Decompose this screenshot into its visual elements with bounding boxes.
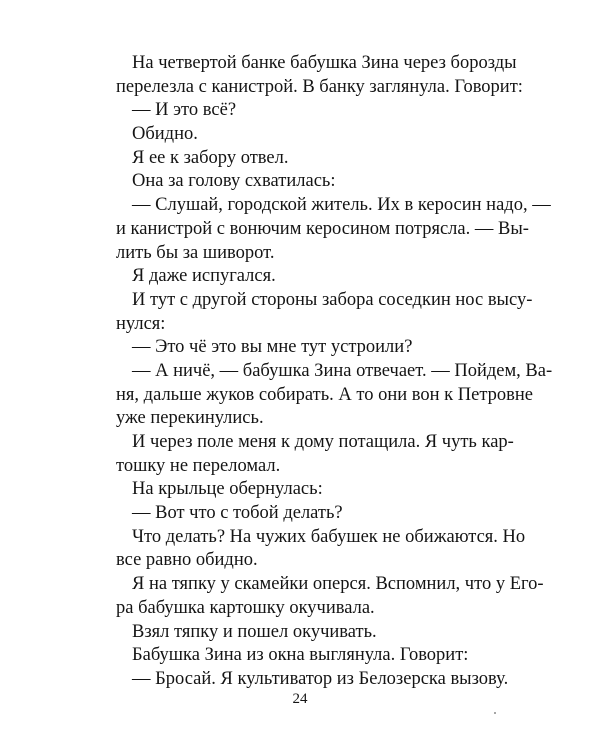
text-line: тошку не переломал. bbox=[116, 455, 281, 476]
text-line: лить бы за шиворот. bbox=[116, 242, 275, 263]
text-line: — А ничё, — бабушка Зина отвечает. — Пойдем, Ва- bbox=[132, 360, 553, 381]
text-line: ня, дальше жуков собирать. А то они вон к Петровне bbox=[116, 384, 534, 405]
text-line: Бабушка Зина из окна выглянула. Говорит: bbox=[132, 645, 469, 666]
text-line: — Это чё это вы мне тут устроили? bbox=[132, 337, 413, 358]
text-line: Что делать? На чужих бабушек не обижаются. Но bbox=[132, 526, 526, 547]
text-line: — Бросай. Я культиватор из Белозерска вызову. bbox=[132, 668, 509, 689]
text-line: Я на тяпку у скамейки оперся. Вспомнил, что у Его- bbox=[132, 574, 544, 595]
page-number: 24 bbox=[292, 691, 308, 707]
text-line: На крыльце обернулась: bbox=[132, 479, 323, 500]
text-line: все равно обидно. bbox=[116, 550, 258, 571]
text-body bbox=[116, 52, 553, 692]
text-line: уже перекинулись. bbox=[116, 408, 264, 429]
text-line: перелезла с канистрой. В банку заглянула. Говорит: bbox=[116, 76, 523, 97]
text-line: нулся: bbox=[116, 313, 166, 334]
text-line: — Вот что с тобой делать? bbox=[132, 503, 343, 524]
text-line: Я ее к забору отвел. bbox=[132, 147, 289, 168]
text-line: — И это всё? bbox=[132, 100, 237, 121]
text-line: И тут с другой стороны забора соседкин нос высу- bbox=[132, 289, 533, 310]
text-line: — Слушай, городской житель. Их в керосин надо, — bbox=[132, 195, 551, 216]
text-line: Взял тяпку и пошел окучивать. bbox=[132, 621, 377, 642]
speck-mark bbox=[494, 712, 496, 714]
text-line: ра бабушка картошку окучивала. bbox=[116, 597, 375, 618]
text-line: На четвертой банке бабушка Зина через борозды bbox=[132, 53, 517, 73]
text-line: Я даже испугался. bbox=[132, 266, 276, 287]
text-line: и канистрой с вонючим керосином потрясла. — Вы- bbox=[116, 218, 529, 239]
text-line: Обидно. bbox=[132, 124, 198, 145]
text-line: И через поле меня к дому потащила. Я чуть кар- bbox=[132, 432, 514, 452]
text-line: Она за голову схватилась: bbox=[132, 171, 336, 192]
